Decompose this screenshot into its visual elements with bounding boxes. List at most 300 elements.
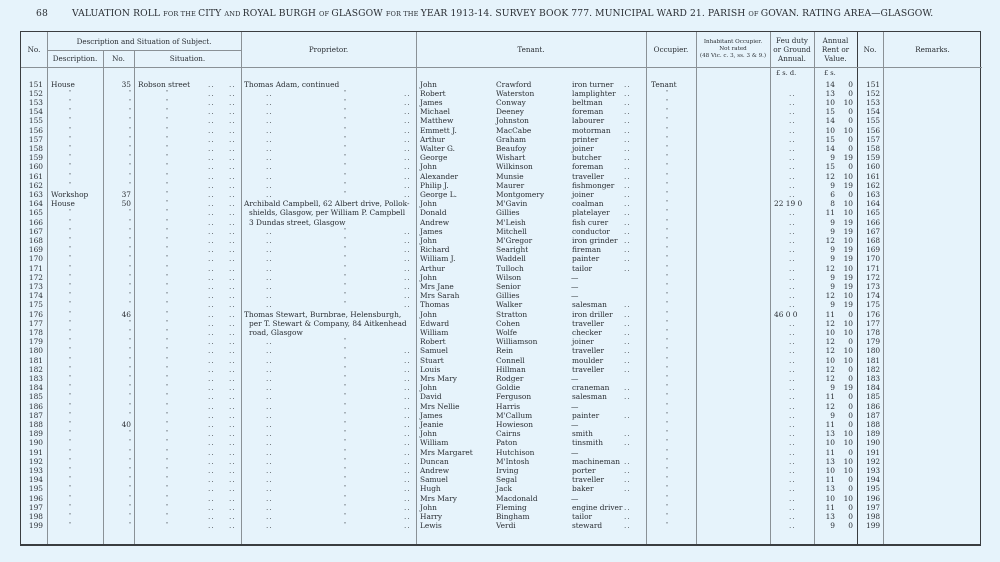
rent-shillings: 19 [843,245,853,255]
street-number: 50 [121,199,131,209]
rent-shillings: 0 [848,107,853,117]
row-number: 193 [28,465,43,475]
header-occupier: Occupier. [653,45,689,54]
proprietor-ditto: " [344,135,347,142]
street-number-ditto: " [128,384,131,391]
tenant-first-name: Donald [420,208,447,218]
occupier-ditto: " [666,411,669,418]
proprietor-dots: .. [266,502,273,512]
proprietor-dots: .. [404,134,411,144]
tenant-surname: Wilson [496,272,522,282]
tenant-occupation: — [571,291,579,301]
rent-shillings: 19 [843,180,853,190]
feu-duty-dots: .. [789,484,796,494]
occupier-ditto: " [666,485,669,492]
feu-duty-dots: .. [789,143,796,153]
header-inhabitant-line: (48 Vic. c. 3, ss. 3 & 9.) [699,53,767,59]
proprietor-dots: .. [404,475,411,485]
row-number: 184 [28,383,43,393]
feu-duty: 22 19 0 [774,199,803,209]
table-row [21,402,982,411]
situation-dots: .. [208,438,215,448]
occupier-ditto: " [666,457,669,464]
description-ditto: " [69,439,72,446]
proprietor-ditto: " [344,117,347,124]
situation-ditto: " [166,292,169,299]
situation-ditto: " [166,172,169,179]
table-row [21,356,982,365]
rent-pounds: 8 [830,199,835,209]
rent-shillings: 10 [843,355,853,365]
street-number-ditto: " [128,154,131,161]
situation-dots: .. [229,410,236,420]
rent-pounds: 12 [825,346,835,356]
row-number-right: 193 [866,465,881,475]
tenant-first-name: Louis [420,364,441,374]
rent-pounds: 15 [825,107,835,117]
street-number-ditto: " [128,485,131,492]
situation-ditto: " [166,98,169,105]
proprietor-ditto: " [344,384,347,391]
proprietor-dots: .. [266,337,273,347]
occupation-dots: .. [624,171,631,181]
feu-duty-dots: .. [789,521,796,531]
row-number-right: 173 [866,281,881,291]
occupation-dots: .. [624,180,631,190]
rent-pounds: 10 [825,438,835,448]
tenant-first-name: Samuel [420,475,448,485]
proprietor-dots: .. [266,493,273,503]
title-fragment: GLASGOW [331,8,386,19]
rent-pounds: 9 [830,383,835,393]
header-feu-line: or Ground [773,45,811,54]
situation-dots: .. [229,235,236,245]
feu-duty-dots: .. [789,116,796,126]
tenant-surname: Stratton [496,309,528,319]
row-number: 165 [28,208,43,218]
tenant-occupation: conductor [572,226,610,236]
table-row [21,126,982,135]
rent-shillings: 10 [843,199,853,209]
occupier-ditto: " [666,236,669,243]
rent-pounds: 12 [825,337,835,347]
tenant-occupation: traveller [572,171,605,181]
street-number-ditto: " [128,218,131,225]
occupation-dots: .. [624,116,631,126]
table-row [21,374,982,383]
feu-duty-dots: .. [789,465,796,475]
rent-pounds: 10 [825,125,835,135]
description-ditto: " [69,98,72,105]
proprietor-ditto: " [344,466,347,473]
situation-ditto: " [166,328,169,335]
situation-dots: .. [229,88,236,98]
title-fragment: CITY [198,8,225,19]
occupation-dots: .. [624,79,631,89]
table-row [21,264,982,273]
rent-pounds: 11 [825,309,835,319]
proprietor-dots: .. [404,373,411,383]
street-number-ditto: " [128,144,131,151]
row-number: 160 [28,162,43,172]
rent-pounds: 9 [830,217,835,227]
proprietor-dots: .. [266,429,273,439]
occupation-dots: .. [624,226,631,236]
rent-pounds: 9 [830,254,835,264]
situation-dots: .. [229,438,236,448]
header-annual-rent [814,32,857,67]
tenant-first-name: James [420,97,443,107]
situation-dots: .. [229,226,236,236]
occupier-ditto: " [666,476,669,483]
tenant-first-name: Alexander [420,171,459,181]
proprietor-dots: .. [404,521,411,531]
tenant-first-name: Mrs Nellie [420,401,460,411]
situation-dots: .. [208,355,215,365]
occupier-ditto: " [666,200,669,207]
situation-ditto: " [166,117,169,124]
row-number-right: 175 [866,300,881,310]
situation-dots: .. [208,392,215,402]
table-row [21,181,982,190]
proprietor-dots: .. [404,419,411,429]
street-number-ditto: " [128,126,131,133]
row-number: 177 [28,318,43,328]
situation-ditto: " [166,273,169,280]
situation-dots: .. [208,475,215,485]
row-number-right: 176 [866,309,881,319]
tenant-surname: Crawford [496,79,532,89]
tenant-occupation: steward [572,521,603,531]
occupation-dots: .. [624,475,631,485]
tenant-first-name: Duncan [420,456,449,466]
table-row [21,135,982,144]
proprietor-ditto: " [344,457,347,464]
occupier-ditto: " [666,338,669,345]
tenant-first-name: John [420,429,437,439]
tenant-first-name: Samuel [420,346,448,356]
occupation-dots: .. [624,143,631,153]
row-number-right: 160 [866,162,881,172]
proprietor-dots: .. [266,88,273,98]
table-row [21,227,982,236]
occupier-ditto: " [666,430,669,437]
rent-shillings: 10 [843,456,853,466]
tenant-first-name: William [420,438,449,448]
street-number-ditto: " [128,98,131,105]
proprietor-dots: .. [266,263,273,273]
situation-dots: .. [229,272,236,282]
description-ditto: " [69,301,72,308]
street-number-ditto: " [128,236,131,243]
description-ditto: " [69,163,72,170]
occupier-ditto: " [666,420,669,427]
proprietor-dots: .. [266,300,273,310]
table-row [21,448,982,457]
proprietor-ditto: " [344,144,347,151]
rent-pounds: 10 [825,327,835,337]
occupier-ditto: " [666,135,669,142]
proprietor-ditto: " [344,503,347,510]
street-number-ditto: " [128,365,131,372]
proprietor-dots: .. [266,447,273,457]
situation-ditto: " [166,356,169,363]
row-number: 157 [28,134,43,144]
occupation-dots: .. [624,125,631,135]
tenant-occupation: porter [572,465,596,475]
situation-dots: .. [208,373,215,383]
occupation-dots: .. [624,465,631,475]
proprietor-ditto: " [344,411,347,418]
tenant-occupation: platelayer [572,208,610,218]
title-fragment: YEAR 1913-14. SURVEY BOOK 777. MUNICIPAL WARD 21. PARISH [420,8,749,19]
situation-dots: .. [208,263,215,273]
situation-dots: .. [229,309,236,319]
rent-pounds: 15 [825,134,835,144]
occupier-ditto: " [666,384,669,391]
proprietor-dots: .. [266,419,273,429]
occupier-ditto: " [666,144,669,151]
header-tenant: Tenant. [517,45,545,54]
header-feu-line: Annual. [778,54,806,63]
occupier-ditto: " [666,181,669,188]
proprietor-dots: .. [266,465,273,475]
rent-pounds: 14 [825,116,835,126]
occupier-ditto: " [666,439,669,446]
situation-ditto: " [166,466,169,473]
occupier-ditto: " [666,172,669,179]
tenant-first-name: William [420,327,449,337]
header-inhabitant-line: Inhabitant Occupier. [703,39,763,45]
rent-shillings: 0 [848,521,853,531]
rent-pounds: 10 [825,493,835,503]
proprietor-dots: .. [404,125,411,135]
situation-ditto: " [166,448,169,455]
rent-shillings: 0 [848,475,853,485]
situation-ditto: " [166,485,169,492]
row-number: 187 [28,410,43,420]
row-number-right: 174 [866,291,881,301]
situation-dots: .. [208,134,215,144]
tenant-surname: Deeney [496,107,524,117]
proprietor-ditto: " [344,365,347,372]
situation-ditto: " [166,209,169,216]
proprietor-dots: .. [266,162,273,172]
row-number-right: 169 [866,245,881,255]
row-number: 191 [28,447,43,457]
title-fragment: OF [319,10,332,18]
feu-duty-dots: .. [789,438,796,448]
row-number-right: 197 [866,502,881,512]
tenant-surname: Williamson [496,337,538,347]
proprietor-dots: .. [266,226,273,236]
table-row [21,337,982,346]
description-ditto: " [69,218,72,225]
street-number-ditto: " [128,301,131,308]
tenant-surname: Bingham [496,511,530,521]
proprietor-dots: .. [404,355,411,365]
proprietor-dots: .. [404,502,411,512]
proprietor-dots: .. [404,300,411,310]
header-rent-line: Value. [824,54,847,63]
table-row [21,172,982,181]
occupier-ditto: " [666,301,669,308]
row-number-right: 155 [866,116,881,126]
occupier-ditto: " [666,117,669,124]
feu-duty-dots: .. [789,493,796,503]
table-row [21,420,982,429]
proprietor-dots: .. [266,153,273,163]
situation-dots: .. [229,153,236,163]
situation-dots: .. [229,419,236,429]
rent-pounds: 11 [825,419,835,429]
header-description-group: Description and Situation of Subject. [76,36,212,46]
occupation-dots: .. [624,337,631,347]
table-row [21,438,982,447]
street-number: 46 [121,309,131,319]
situation-ditto: " [166,347,169,354]
situation-ditto: " [166,126,169,133]
rent-pounds: 9 [830,281,835,291]
rent-shillings: 10 [843,97,853,107]
row-number: 151 [28,79,43,89]
tenant-surname: Beaufoy [496,143,527,153]
row-number-right: 192 [866,456,881,466]
street-number-ditto: " [128,411,131,418]
situation-dots: .. [229,502,236,512]
rent-pounds: 12 [825,235,835,245]
header-proprietor: Proprietor. [308,45,349,54]
street-number-ditto: " [128,181,131,188]
table-row [21,466,982,475]
occupation-dots: .. [624,511,631,521]
proprietor-ditto: " [344,485,347,492]
feu-duty-dots: .. [789,373,796,383]
street-number-ditto: " [128,163,131,170]
proprietor-ditto: " [344,338,347,345]
tenant-occupation: — [571,419,579,429]
feu-duty-dots: .. [789,97,796,107]
description-ditto: " [69,384,72,391]
row-number: 153 [28,97,43,107]
rent-pounds: 13 [825,484,835,494]
tenant-occupation: — [571,373,579,383]
rent-shillings: 0 [848,364,853,374]
title-fragment: OF [748,10,761,18]
row-number-right: 170 [866,254,881,264]
tenant-occupation: — [571,447,579,457]
feu-duty-dots: .. [789,429,796,439]
tenant-surname: Montgomery [496,189,545,199]
street-number: 40 [121,419,131,429]
rent-pounds: 12 [825,171,835,181]
street-number: 37 [121,189,131,199]
description-ditto: " [69,255,72,262]
header-feu-duty [770,32,814,67]
proprietor-ditto: " [344,301,347,308]
rent-pounds: 14 [825,79,835,89]
tenant-surname: Searight [496,245,529,255]
tenant-surname: Ferguson [496,392,532,402]
situation-dots: .. [229,475,236,485]
rent-shillings: 0 [848,502,853,512]
street-number-ditto: " [128,89,131,96]
table-row [21,521,982,530]
feu-duty-dots: .. [789,226,796,236]
description-ditto: " [69,282,72,289]
row-number: 189 [28,429,43,439]
proprietor-ditto: " [344,163,347,170]
occupation-dots: .. [624,410,631,420]
street-number-ditto: " [128,264,131,271]
row-number: 162 [28,180,43,190]
occupation-dots: .. [624,327,631,337]
situation-dots: .. [208,208,215,218]
rent-shillings: 0 [848,88,853,98]
occupier-ditto: " [666,328,669,335]
tenant-surname: Johnston [496,116,529,126]
street-number-ditto: " [128,292,131,299]
proprietor-ditto: " [344,512,347,519]
situation-dots: .. [208,456,215,466]
tenant-occupation: painter [572,254,600,264]
tenant-surname: Waddell [496,254,526,264]
situation-dots: .. [208,272,215,282]
tenant-first-name: Lewis [420,521,442,531]
description-ditto: " [69,108,72,115]
description: House [51,79,75,89]
situation-dots: .. [229,327,236,337]
tenant-surname: Munsie [496,171,524,181]
tenant-first-name: Robert [420,88,446,98]
occupier-ditto: " [666,522,669,529]
rent-pounds: 13 [825,456,835,466]
rent-shillings: 0 [848,410,853,420]
proprietor-ditto: " [344,476,347,483]
proprietor-ditto: " [344,522,347,529]
row-number-right: 188 [866,419,881,429]
rent-pounds: 10 [825,97,835,107]
proprietor-dots: .. [266,189,273,199]
street-number-ditto: " [128,466,131,473]
tenant-occupation: smith [572,429,593,439]
header-description: Description. [52,54,98,63]
proprietor-text: road, Glasgow [249,327,303,337]
table-row [21,365,982,374]
tenant-occupation: foreman [572,107,604,117]
description-ditto: " [69,411,72,418]
rent-shillings: 10 [843,429,853,439]
tenant-surname: Goldie [496,383,521,393]
rent-pounds: 13 [825,429,835,439]
description-ditto: " [69,246,72,253]
situation-dots: .. [229,429,236,439]
feu-duty-dots: .. [789,456,796,466]
occupier-ditto: " [666,503,669,510]
description-ditto: " [69,522,72,529]
situation-dots: .. [208,493,215,503]
rent-pounds: 11 [825,502,835,512]
row-number-right: 191 [866,447,881,457]
occupier-ditto: " [666,494,669,501]
rent-shillings: 0 [848,511,853,521]
row-number-right: 153 [866,97,881,107]
tenant-occupation: foreman [572,162,604,172]
proprietor-ditto: " [344,374,347,381]
situation-ditto: " [166,402,169,409]
proprietor-dots: .. [266,346,273,356]
tenant-surname: Harris [496,401,521,411]
